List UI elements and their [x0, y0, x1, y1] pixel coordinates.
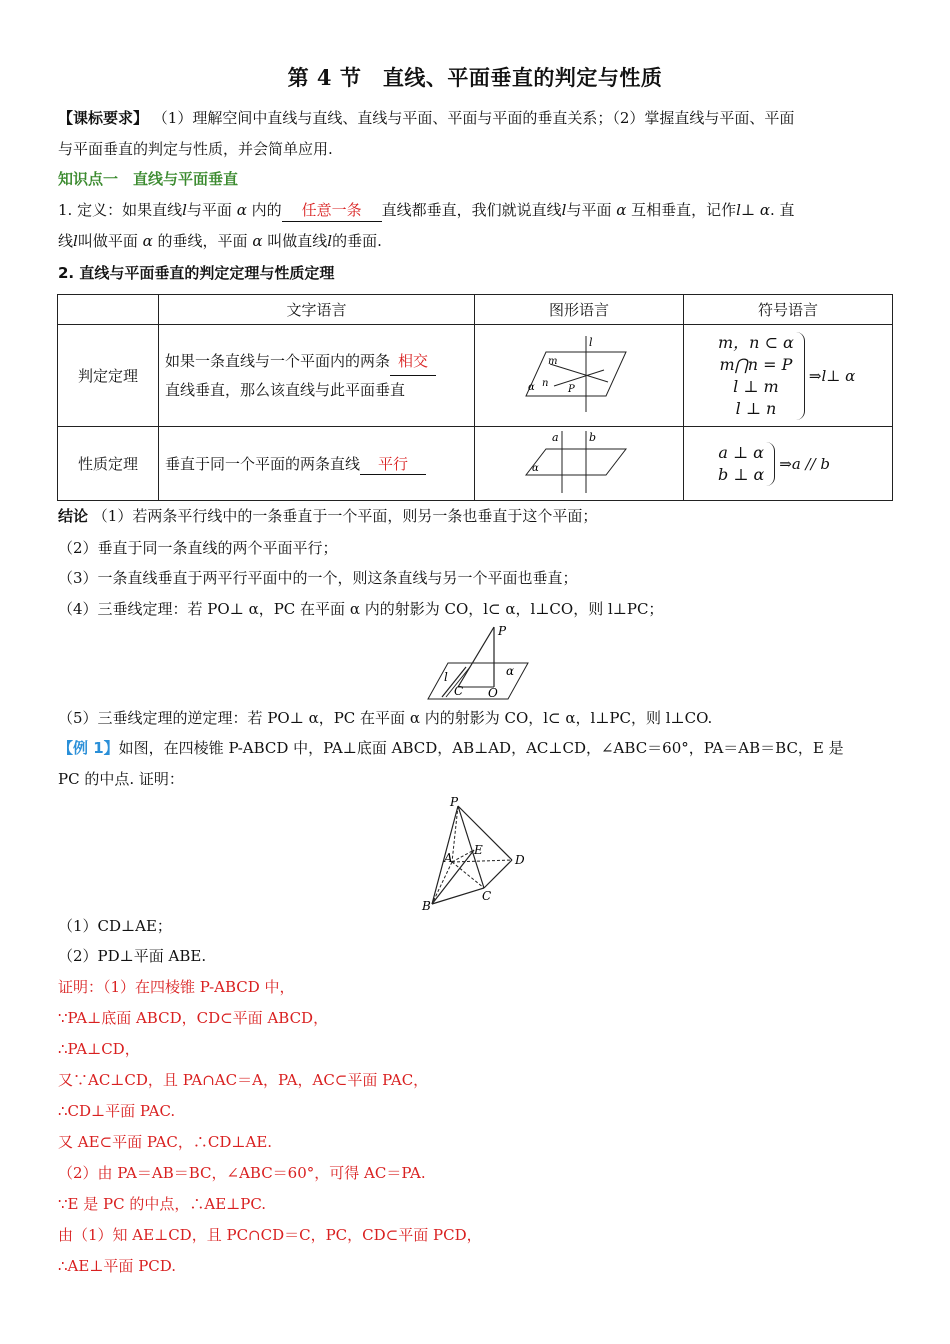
two-parallel-lines-figure: [524, 429, 634, 495]
pyramid-figure: [418, 794, 534, 914]
fig-label-alpha: α: [532, 462, 539, 474]
plane-perpendicular-lines-figure: [524, 334, 634, 414]
fig-label-B: B: [422, 899, 431, 913]
row-symbols: [684, 325, 893, 427]
symbol-line: a ⊥ α: [718, 442, 764, 462]
def-text: 与平面: [566, 201, 617, 219]
requirement-line-1: [58, 107, 898, 129]
proof-line: ∵PA⊥底面 ABCD，CD⊂平面 ABCD，: [58, 1009, 329, 1027]
row-blank: 相交: [390, 347, 436, 376]
row-text-part: 如果一条直线与一个平面内的两条: [165, 352, 391, 370]
conclusion-line-1: [58, 505, 898, 527]
var-l: l: [73, 232, 78, 250]
proof-line: 又 AE⊂平面 PAC，∴CD⊥AE.: [58, 1133, 273, 1151]
fig-label-C: C: [482, 889, 492, 903]
knowledge-point-heading: 知识点一 直线与平面垂直: [58, 170, 239, 188]
symbol-result: ⇒a // b: [779, 454, 831, 473]
subsection-heading: 2. 直线与平面垂直的判定定理与性质定理: [58, 264, 335, 282]
table-header: 符号语言: [684, 295, 893, 325]
var-l: l: [561, 201, 567, 219]
symbol-line: m⋂n = P: [719, 354, 793, 374]
def-text: . 直: [769, 201, 795, 219]
conclusion-line-2: （2）垂直于同一条直线的两个平面平行；: [58, 539, 338, 557]
def-text: 叫做直线: [267, 232, 328, 250]
conclusion-text: （1）若两条平行线中的一条垂直于一个平面，则另一条也垂直于这个平面；: [92, 507, 598, 525]
var-alpha: α: [236, 201, 247, 219]
def-text: 互相垂直，记作: [631, 201, 737, 219]
proof-line: （2）由 PA＝AB＝BC，∠ABC＝60°，可得 AC＝PA.: [58, 1164, 426, 1182]
conclusion-line-3: （3）一条直线垂直于两平行平面中的一个，则这条直线与另一个平面也垂直；: [58, 569, 578, 587]
definition-blank: 任意一条: [282, 199, 382, 222]
table-row: [58, 325, 893, 427]
conclusion-line-4: （4）三垂线定理：若 PO⊥ α，PC 在平面 α 内的射影为 CO，l⊂ α，l⊥CO，则 l⊥PC；: [58, 600, 664, 618]
question-2: （2）PD⊥平面 ABE.: [58, 947, 207, 965]
var-l: l: [182, 201, 187, 219]
theorem-table: [57, 294, 893, 501]
question-1: （1）CD⊥AE；: [58, 917, 172, 935]
fig-label-P: P: [450, 795, 459, 809]
example-label: 【例 1】: [58, 739, 119, 757]
symbol-group: [690, 442, 886, 486]
def-text: 直线都垂直，我们就说直线: [381, 201, 562, 219]
fig-label-m: m: [548, 355, 558, 367]
def-text: 线: [58, 232, 74, 250]
proof-line: ∴PA⊥CD，: [58, 1040, 140, 1058]
notation: l⊥ α: [736, 201, 770, 219]
symbol-line: l ⊥ m: [733, 376, 779, 396]
proof-line: 证明：（1）在四棱锥 P-ABCD 中，: [58, 978, 295, 996]
def-text: 叫做平面: [77, 232, 143, 250]
proof-line: ∴CD⊥平面 PAC.: [58, 1102, 176, 1120]
requirement-line-2: 与平面垂直的判定与性质，并会简单应用.: [58, 140, 333, 158]
conclusion-line-5: （5）三垂线定理的逆定理：若 PO⊥ α，PC 在平面 α 内的射影为 CO，l⊂ α，l⊥PC，则 l⊥CO.: [58, 709, 713, 727]
fig-label-l: l: [444, 670, 448, 684]
fig-label-D: D: [515, 853, 525, 867]
right-brace: [796, 332, 805, 420]
var-alpha: α: [142, 232, 153, 250]
symbol-line: m，n ⊂ α: [718, 332, 794, 352]
fig-label-E: E: [474, 843, 483, 857]
fig-label-n: n: [542, 377, 549, 389]
definition-line-1: [58, 199, 898, 222]
proof-line: ∴AE⊥平面 PCD.: [58, 1257, 177, 1275]
proof-line: 由（1）知 AE⊥CD，且 PC∩CD＝C，PC，CD⊂平面 PCD，: [58, 1226, 482, 1244]
fig-label-alpha: α: [528, 381, 535, 393]
row-symbols: [684, 427, 893, 501]
var-l: l: [327, 232, 333, 250]
def-text: 1. 定义：如果直线: [58, 201, 183, 219]
row-text: [159, 427, 475, 501]
definition-line-2: [58, 230, 898, 252]
symbol-result: ⇒l⊥ α: [808, 366, 856, 385]
symbol-line: l ⊥ n: [735, 398, 777, 418]
row-name: 性质定理: [58, 427, 159, 501]
fig-label-A: A: [444, 851, 453, 865]
fig-label-a: a: [552, 430, 559, 444]
def-text: 内的: [251, 201, 282, 219]
symbol-column: [718, 442, 764, 486]
row-blank: 平行: [360, 453, 426, 475]
fig-label-O: O: [488, 686, 498, 700]
three-perpendicular-figure: [420, 623, 530, 705]
example-stem-line-2: PC 的中点. 证明：: [58, 770, 184, 788]
fig-label-alpha: α: [506, 664, 515, 678]
symbol-line: b ⊥ α: [718, 464, 765, 484]
row-text-part: 直线垂直，那么该直线与此平面垂直: [165, 381, 406, 399]
fig-label-P: P: [498, 624, 507, 638]
proof-line: ∵E 是 PC 的中点，∴AE⊥PC.: [58, 1195, 267, 1213]
table-header: 图形语言: [475, 295, 684, 325]
def-text: 的垂线，平面: [157, 232, 253, 250]
fig-label-l: l: [589, 335, 593, 349]
table-header: 文字语言: [159, 295, 475, 325]
fig-label-b: b: [589, 430, 597, 444]
fig-label-P: P: [568, 383, 575, 395]
table-header-empty: [58, 295, 159, 325]
example-stem: 如图，在四棱锥 P-ABCD 中，PA⊥底面 ABCD，AB⊥AD，AC⊥CD，∠ABC＝60°，PA＝AB＝BC，E 是: [118, 739, 844, 757]
right-brace: [766, 442, 775, 486]
table-row: [58, 427, 893, 501]
row-text: [159, 325, 475, 427]
fig-label-C: C: [454, 684, 464, 698]
row-figure: [475, 427, 684, 501]
page-title: 第 4 节 直线、平面垂直的判定与性质: [287, 65, 663, 90]
proof-line: 又∵AC⊥CD，且 PA∩AC＝A，PA，AC⊂平面 PAC，: [58, 1071, 429, 1089]
def-text: 与平面: [186, 201, 237, 219]
table-header-row: [58, 295, 893, 325]
var-alpha: α: [616, 201, 627, 219]
symbol-group: [690, 332, 886, 420]
row-figure: [475, 325, 684, 427]
requirement-label: 【课标要求】: [58, 109, 149, 127]
requirement-text-1: （1）理解空间中直线与直线、直线与平面、平面与平面的垂直关系；（2）掌握直线与平面、平面: [152, 109, 795, 127]
row-name: 判定定理: [58, 325, 159, 427]
var-alpha: α: [252, 232, 263, 250]
def-text: 的垂面.: [332, 232, 382, 250]
conclusion-label: 结论: [58, 507, 89, 525]
example-stem-line-1: [58, 737, 898, 759]
row-text-part: 垂直于同一个平面的两条直线: [165, 454, 361, 473]
symbol-column: [718, 332, 794, 420]
